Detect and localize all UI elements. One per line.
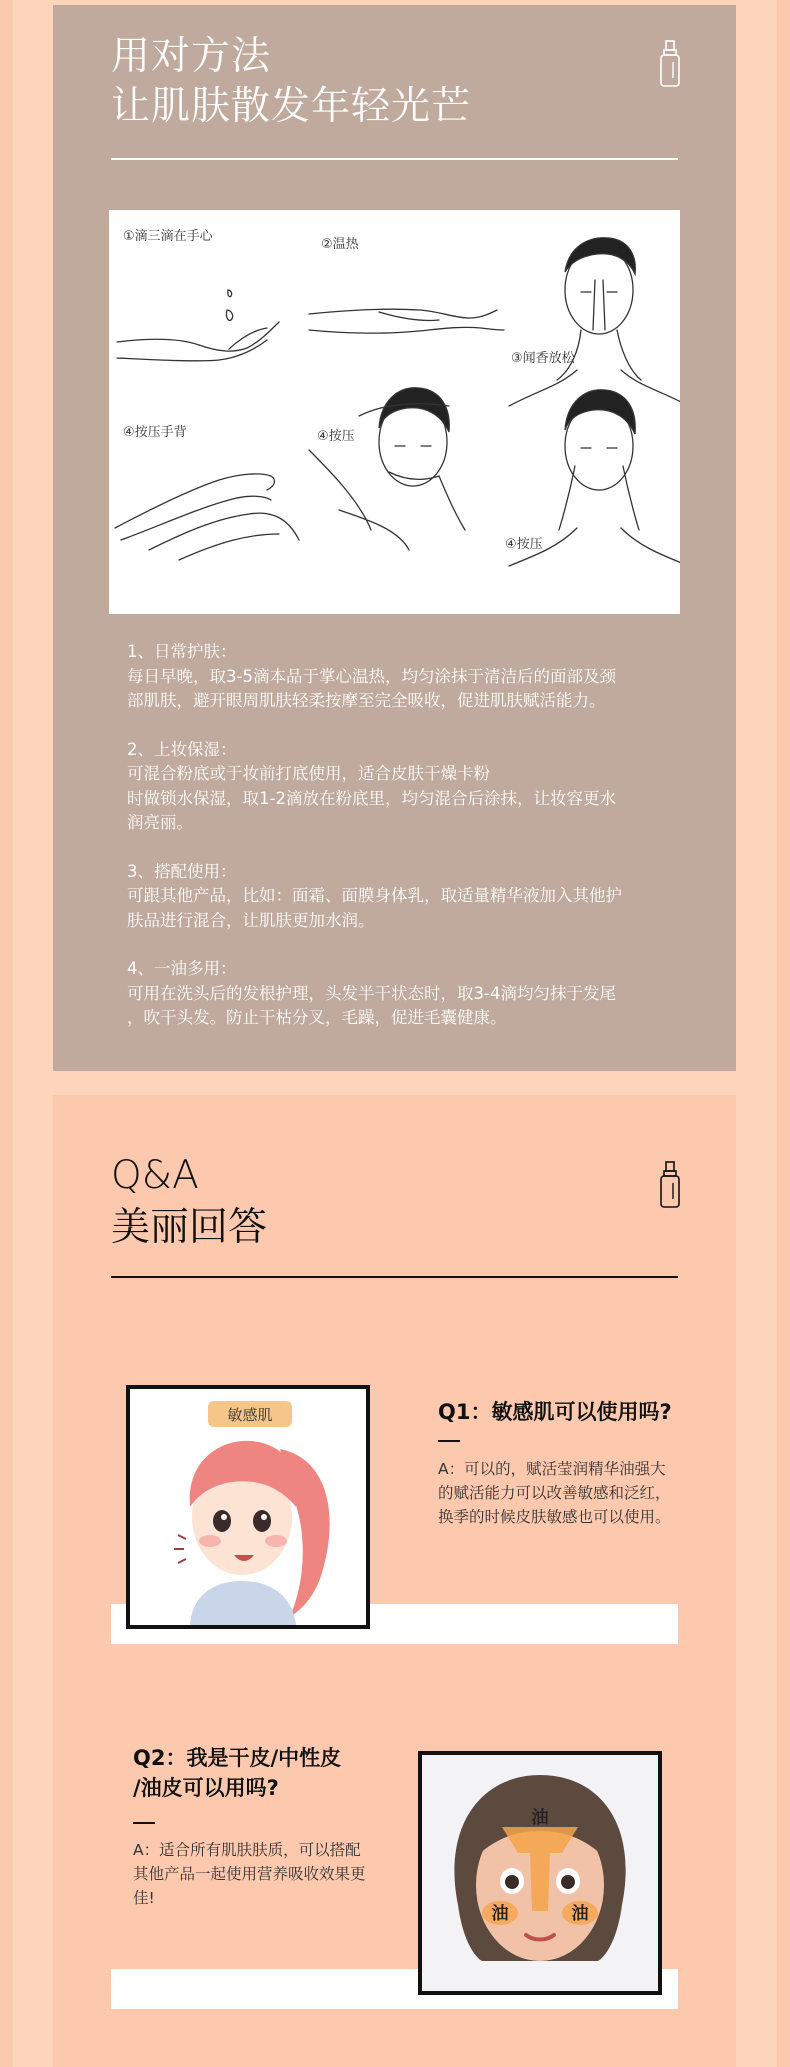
q2-answer-line: A：适合所有肌肤肤质，可以搭配 <box>133 1841 361 1859</box>
page-edge-left <box>0 0 13 2067</box>
q2-question-line: /油皮可以用吗? <box>133 1776 279 1800</box>
q2-question-line: Q2：我是干皮/中性皮 <box>133 1746 342 1770</box>
illus-label-3: ③闻香放松 <box>511 351 575 366</box>
dropper-bottle-icon <box>659 1161 681 1213</box>
top-strip <box>53 0 736 5</box>
illus-label-1: ①滴三滴在手心 <box>123 229 213 244</box>
instruction-block <box>127 738 687 836</box>
oil-label-left-cheek: 油 <box>491 1904 509 1924</box>
q1-answer <box>438 1457 671 1529</box>
q1-question: Q1：敏感肌可以使用吗? <box>438 1400 672 1424</box>
q2-answer-line: 其他产品一起使用营养吸收效果更 <box>133 1865 366 1883</box>
instruction-line: 可跟其他产品，比如：面霜、面膜身体乳，取适量精华液加入其他护 <box>127 886 622 905</box>
q1-answer-line: A：可以的，赋活莹润精华油强大 <box>438 1460 666 1478</box>
instruction-heading: 1、日常护肤： <box>127 642 237 661</box>
q1-sensitive-skin-image <box>126 1385 370 1629</box>
usage-title-line1: 用对方法 <box>111 34 272 79</box>
illus-label-5: ④按压 <box>317 429 355 444</box>
illus-label-4: ④按压手背 <box>123 425 187 440</box>
instruction-line: ，吹干头发。防止干枯分叉，毛躁，促进毛囊健康。 <box>127 1008 507 1027</box>
instruction-heading: 3、搭配使用： <box>127 861 237 881</box>
illus-label-6: ④按压 <box>505 537 543 552</box>
usage-instructions <box>127 640 687 1055</box>
instruction-block <box>127 640 687 714</box>
oil-label-right-cheek: 油 <box>571 1904 589 1924</box>
q2-dash <box>133 1822 155 1824</box>
instruction-heading: 2、上妆保湿： <box>127 739 237 759</box>
qa-title-line1: Q&A <box>111 1153 199 1198</box>
qa-title-line2: 美丽回答 <box>111 1205 268 1250</box>
usage-section <box>53 0 736 1071</box>
q1-answer-line: 换季的时候皮肤敏感也可以使用。 <box>438 1508 671 1526</box>
oil-label-forehead: 油 <box>531 1808 549 1828</box>
instruction-line: 可用在洗头后的发根护理，头发半干状态时，取3-4滴均匀抹于发尾 <box>127 983 616 1003</box>
usage-title-divider <box>111 158 678 160</box>
q1-dash <box>438 1440 460 1442</box>
q2-answer-line: 佳! <box>133 1889 155 1907</box>
instruction-line: 每日早晚，取3-5滴本品于掌心温热，均匀涂抹于清洁后的面部及颈 <box>127 666 616 686</box>
q2-oily-zone-image <box>418 1751 662 1995</box>
q1-answer-line: 的赋活能力可以改善敏感和泛红， <box>438 1484 671 1502</box>
instruction-line: 时做锁水保湿，取1-2滴放在粉底里，均匀混合后涂抹，让妆容更水 <box>127 788 616 808</box>
instruction-line: 肤品进行混合，让肌肤更加水润。 <box>127 910 375 930</box>
instruction-block <box>127 957 687 1031</box>
illus-label-2: ②温热 <box>321 237 359 252</box>
dropper-bottle-icon <box>659 40 681 92</box>
page-edge-right <box>777 0 790 2067</box>
usage-title-line2: 让肌肤散发年轻光芒 <box>111 84 472 129</box>
q1-image-label: 敏感肌 <box>227 1406 273 1424</box>
q2-answer <box>133 1838 366 1910</box>
instruction-line: 可混合粉底或于妆前打底使用，适合皮肤干燥卡粉 <box>127 764 490 783</box>
instruction-line: 润亮丽。 <box>127 813 193 832</box>
usage-title <box>111 32 471 132</box>
instruction-heading: 4、一油多用： <box>127 959 237 978</box>
usage-steps-illustration <box>109 210 680 614</box>
qa-section <box>53 1095 736 2067</box>
qa-title-divider <box>111 1276 678 1278</box>
q2-question <box>133 1743 341 1803</box>
instruction-line: 部肌肤，避开眼周肌肤轻柔按摩至完全吸收，促进肌肤赋活能力。 <box>127 691 606 710</box>
instruction-block <box>127 860 687 934</box>
qa-title <box>111 1150 267 1254</box>
